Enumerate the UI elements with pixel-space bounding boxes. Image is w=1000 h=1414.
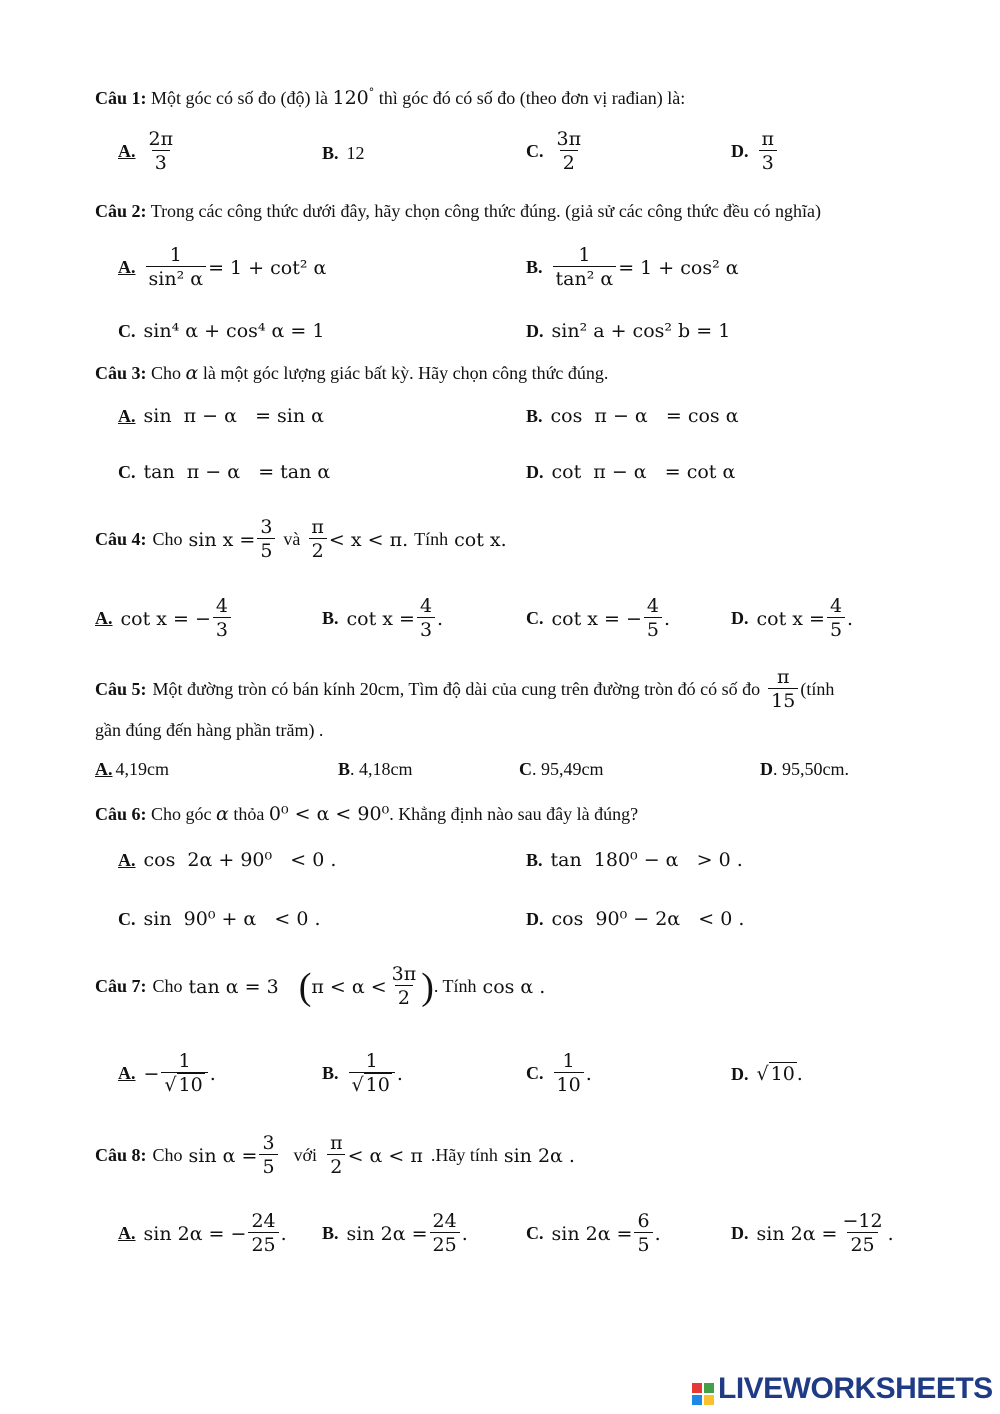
q4-option-b[interactable]: B. cot x = $\frac{4}{3}$ . <box>322 595 444 641</box>
question-5-line-2: gần đúng đến hàng phần trăm) . <box>95 720 324 740</box>
question-6: Câu 6: Cho góc α thỏa 0⁰ < α < 90⁰. Khẳng định nào sau đây là đúng? <box>95 803 639 825</box>
question-label: Câu 7: <box>95 976 147 996</box>
logo-grid-icon <box>692 1383 714 1405</box>
question-label: Câu 2: <box>95 201 147 221</box>
q8-option-d[interactable]: D. sin 2α = $\frac{-12}{25}$ . <box>731 1210 894 1256</box>
question-label: Câu 3: <box>95 363 147 383</box>
q3-option-d[interactable]: D. cot π − α = cot α <box>526 461 736 483</box>
q5-option-c[interactable]: C. 95,49cm <box>519 759 604 779</box>
question-3: Câu 3: Cho α là một góc lượng giác bất kỳ. Hãy chọn công thức đúng. <box>95 362 609 384</box>
q8-option-b[interactable]: B. sin 2α = $\frac{24}{25}$ . <box>322 1210 468 1256</box>
question-2 <box>95 201 821 222</box>
q8-option-c[interactable]: C. sin 2α = $\frac{6}{5}$ . <box>526 1210 661 1256</box>
question-7: Câu 7: Cho tan α = 3 ( π < α < $\frac{3\pi}{2}$ ) . Tính cos α . <box>95 963 546 1009</box>
q1-option-d[interactable]: D. $\frac{\pi}{3}$ <box>731 128 779 175</box>
q7-option-a[interactable]: A. − $\frac{1}{√ 10}$ . <box>118 1050 216 1096</box>
question-text: Trong các công thức dưới đây, hãy chọn công thức đúng. (giả sử các công thức đều có nghĩa) <box>150 201 821 221</box>
q6-option-d[interactable]: D. cos 90⁰ − 2α < 0 . <box>526 908 745 930</box>
question-label: Câu 8: <box>95 1145 147 1165</box>
q2-option-b[interactable]: B. $\frac{1}{\text{tan² α}}$ = 1 + cos² α <box>526 244 739 290</box>
q5-option-a[interactable]: A. 4,19cm <box>95 759 169 779</box>
q6-option-b[interactable]: B. tan 180⁰ − α > 0 . <box>526 849 743 871</box>
logo-text: LIVEWORKSHEETS <box>718 1372 993 1405</box>
q2-option-c[interactable]: C. sin⁴ α + cos⁴ α = 1 <box>118 320 325 342</box>
question-4: Câu 4: Cho sin x = $\frac{3}{5}$ và $\frac{\pi}{2}$ < x < π. Tính cot x. <box>95 516 507 562</box>
q5-option-d[interactable]: D. 95,50cm. <box>760 759 849 779</box>
q3-option-a[interactable]: A. sin π − α = sin α <box>118 405 324 427</box>
q7-option-c[interactable]: C. $\frac{1}{10}$ . <box>526 1050 592 1096</box>
degree-value: 120° <box>332 86 375 109</box>
q1-option-a[interactable]: A. $\frac{2\pi}{3}$ <box>118 128 174 174</box>
q3-option-b[interactable]: B. cos π − α = cos α <box>526 405 739 427</box>
q4-option-c[interactable]: C. cot x = − $\frac{4}{5}$ . <box>526 595 671 641</box>
q2-option-d[interactable]: D. sin² a + cos² b = 1 <box>526 320 731 342</box>
question-label: Câu 6: <box>95 804 147 824</box>
q4-option-a[interactable]: A. cot x = − $\frac{4}{3}$ <box>95 595 233 642</box>
question-1 <box>95 86 685 109</box>
q4-option-d[interactable]: D. cot x = $\frac{4}{5}$ . <box>731 595 854 641</box>
q6-option-a[interactable]: A. cos 2α + 90⁰ < 0 . <box>118 849 337 871</box>
question-label: Câu 1: <box>95 88 147 108</box>
question-5: Câu 5: Một đường tròn có bán kính 20cm, Tìm độ dài của cung trên đường tròn đó có số đo $\frac{\pi}{15}$ (tính <box>95 666 835 712</box>
q7-option-b[interactable]: B. $\frac{1}{√ 10}$ . <box>322 1050 403 1096</box>
q7-option-d[interactable]: D. √ 10 . <box>731 1063 803 1085</box>
q8-option-a[interactable]: A. sin 2α = − $\frac{24}{25}$ . <box>118 1210 287 1256</box>
q6-option-c[interactable]: C. sin 90⁰ + α < 0 . <box>118 908 321 930</box>
question-label: Câu 5: <box>95 679 147 699</box>
question-label: Câu 4: <box>95 529 147 549</box>
q1-option-c[interactable]: C. $\frac{3\pi}{2}$ <box>526 128 582 174</box>
q3-option-c[interactable]: C. tan π − α = tan α <box>118 461 331 483</box>
liveworksheets-logo <box>692 1372 993 1406</box>
q1-option-b[interactable]: B. 12 <box>322 143 365 163</box>
question-8: Câu 8: Cho sin α = $\frac{3}{5}$ với $\frac{\pi}{2}$ < α < π .Hãy tính sin 2α . <box>95 1132 575 1178</box>
question-text: Một góc có số đo (độ) là <box>151 88 328 108</box>
q2-option-a[interactable]: A. $\frac{1}{\text{sin² α}}$ = 1 + cot² α <box>118 244 327 290</box>
q5-option-b[interactable]: B. 4,18cm <box>338 759 413 779</box>
question-text: thì góc đó có số đo (theo đơn vị rađian) là: <box>378 88 686 108</box>
